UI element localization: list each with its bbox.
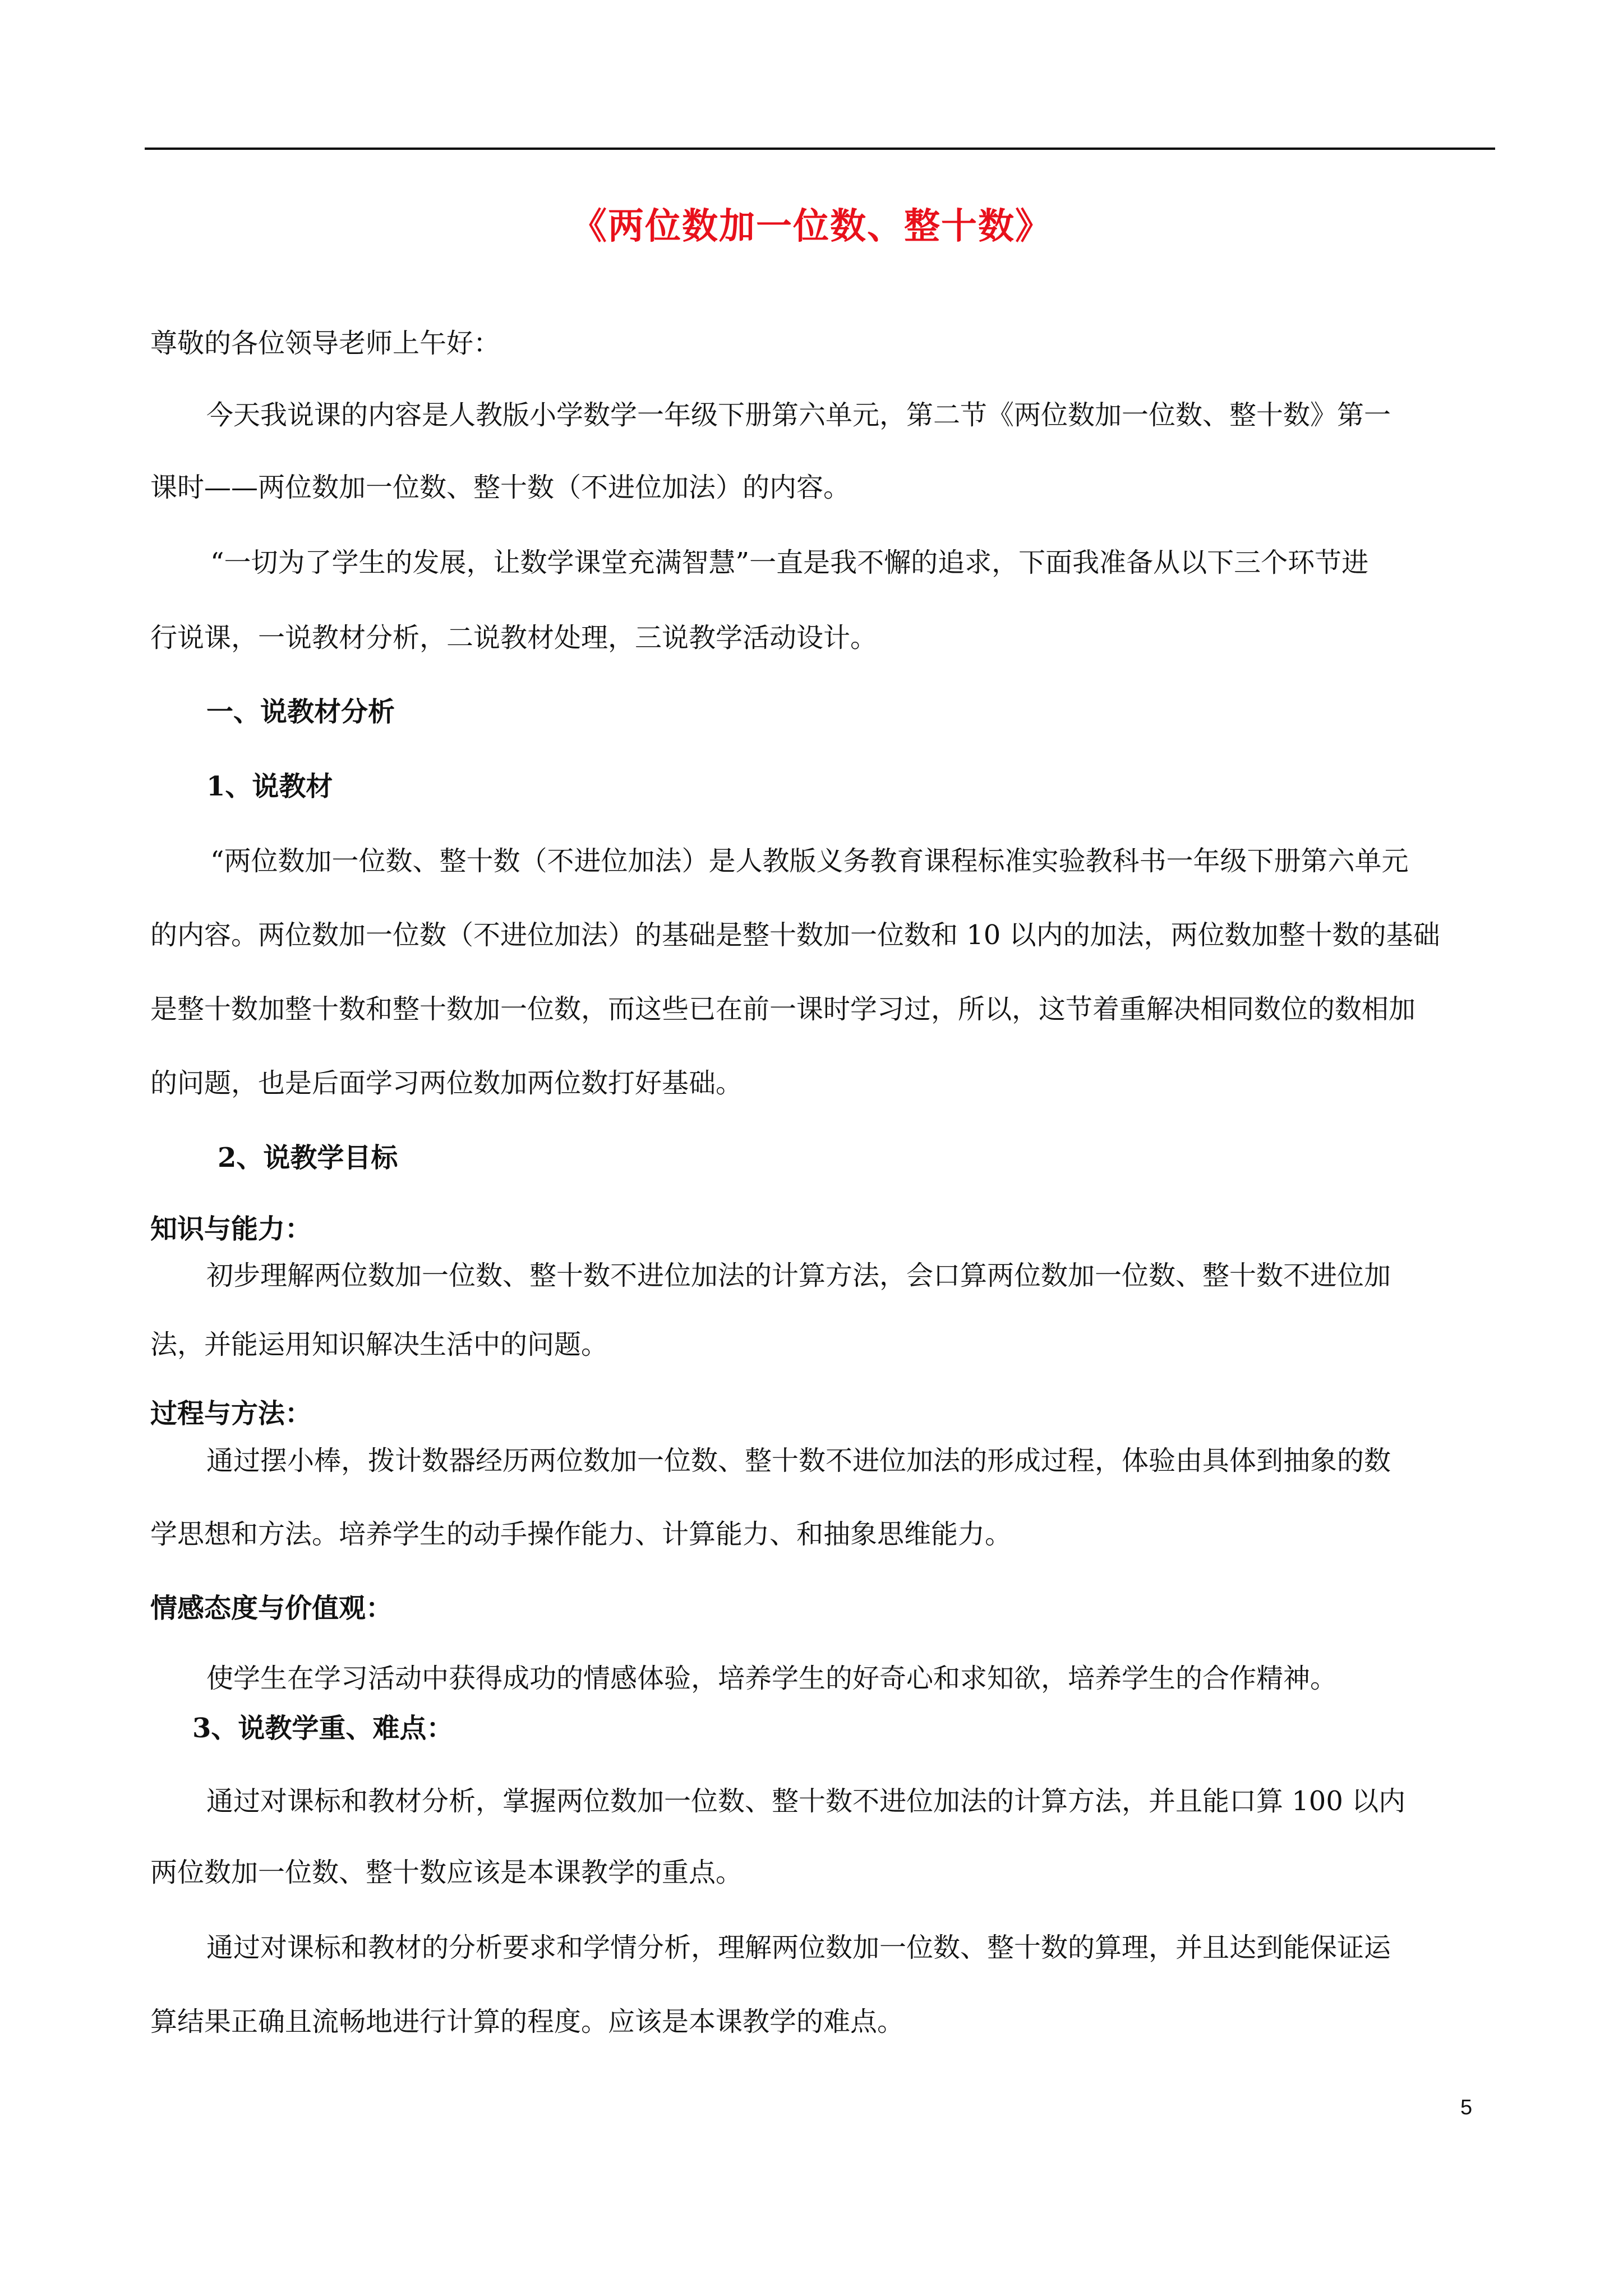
document-title: 《两位数加一位数、整十数》 bbox=[571, 205, 1052, 247]
section-heading-analysis: 一、说教材分析 bbox=[206, 696, 395, 728]
label-knowledge-ability: 知识与能力： bbox=[150, 1213, 312, 1245]
emotion-line-1: 使学生在学习活动中获得成功的情感体验，培养学生的好奇心和求知欲，培养学生的合作精神。 bbox=[206, 1663, 1338, 1694]
header-rule bbox=[145, 148, 1495, 150]
textbook-line-1: “两位数加一位数、整十数（不进位加法）是人教版义务教育课程标准实验教科书一年级下册第六单元 bbox=[210, 845, 1409, 877]
difficulty-line-2: 算结果正确且流畅地进行计算的程度。应该是本课教学的难点。 bbox=[150, 2006, 905, 2037]
page-number: 5 bbox=[1460, 2096, 1473, 2119]
key-point-line-1: 通过对课标和教材分析，掌握两位数加一位数、整十数不进位加法的计算方法，并且能口算 100 以内 bbox=[206, 1786, 1406, 1817]
intro-line-1: 今天我说课的内容是人教版小学数学一年级下册第六单元，第二节《两位数加一位数、整十数》第一 bbox=[206, 399, 1391, 431]
greeting-line: 尊敬的各位领导老师上午好： bbox=[150, 328, 501, 359]
subheading-key-points: 3、说教学重、难点： bbox=[192, 1713, 454, 1744]
process-line-1: 通过摆小棒，拨计数器经历两位数加一位数、整十数不进位加法的形成过程，体验由具体到抽象的数 bbox=[206, 1445, 1391, 1476]
label-emotion-values: 情感态度与价值观： bbox=[150, 1593, 393, 1624]
knowledge-line-1: 初步理解两位数加一位数、整十数不进位加法的计算方法，会口算两位数加一位数、整十数不进位加 bbox=[206, 1260, 1391, 1291]
difficulty-line-1: 通过对课标和教材的分析要求和学情分析，理解两位数加一位数、整十数的算理，并且达到能保证运 bbox=[206, 1932, 1391, 1963]
textbook-line-4: 的问题，也是后面学习两位数加两位数打好基础。 bbox=[150, 1068, 743, 1099]
subheading-goals: 2、说教学目标 bbox=[218, 1142, 398, 1174]
textbook-line-2: 的内容。两位数加一位数（不进位加法）的基础是整十数加一位数和 10 以内的加法，两位数加整十数的基础 bbox=[150, 919, 1440, 951]
process-line-2: 学思想和方法。培养学生的动手操作能力、计算能力、和抽象思维能力。 bbox=[150, 1519, 1012, 1550]
key-point-line-2: 两位数加一位数、整十数应该是本课教学的重点。 bbox=[150, 1857, 743, 1888]
knowledge-line-2: 法，并能运用知识解决生活中的问题。 bbox=[150, 1329, 608, 1360]
pursuit-line-2: 行说课，一说教材分析，二说教材处理，三说教学活动设计。 bbox=[150, 622, 878, 654]
subheading-textbook: 1、说教材 bbox=[206, 771, 333, 802]
textbook-line-3: 是整十数加整十数和整十数加一位数，而这些已在前一课时学习过，所以，这节着重解决相同数位的数相加 bbox=[150, 993, 1416, 1025]
intro-line-2: 课时——两位数加一位数、整十数（不进位加法）的内容。 bbox=[150, 472, 851, 503]
label-process-method: 过程与方法： bbox=[150, 1398, 312, 1429]
pursuit-line-1: “一切为了学生的发展，让数学课堂充满智慧”一直是我不懈的追求，下面我准备从以下三个环节进 bbox=[210, 547, 1369, 578]
